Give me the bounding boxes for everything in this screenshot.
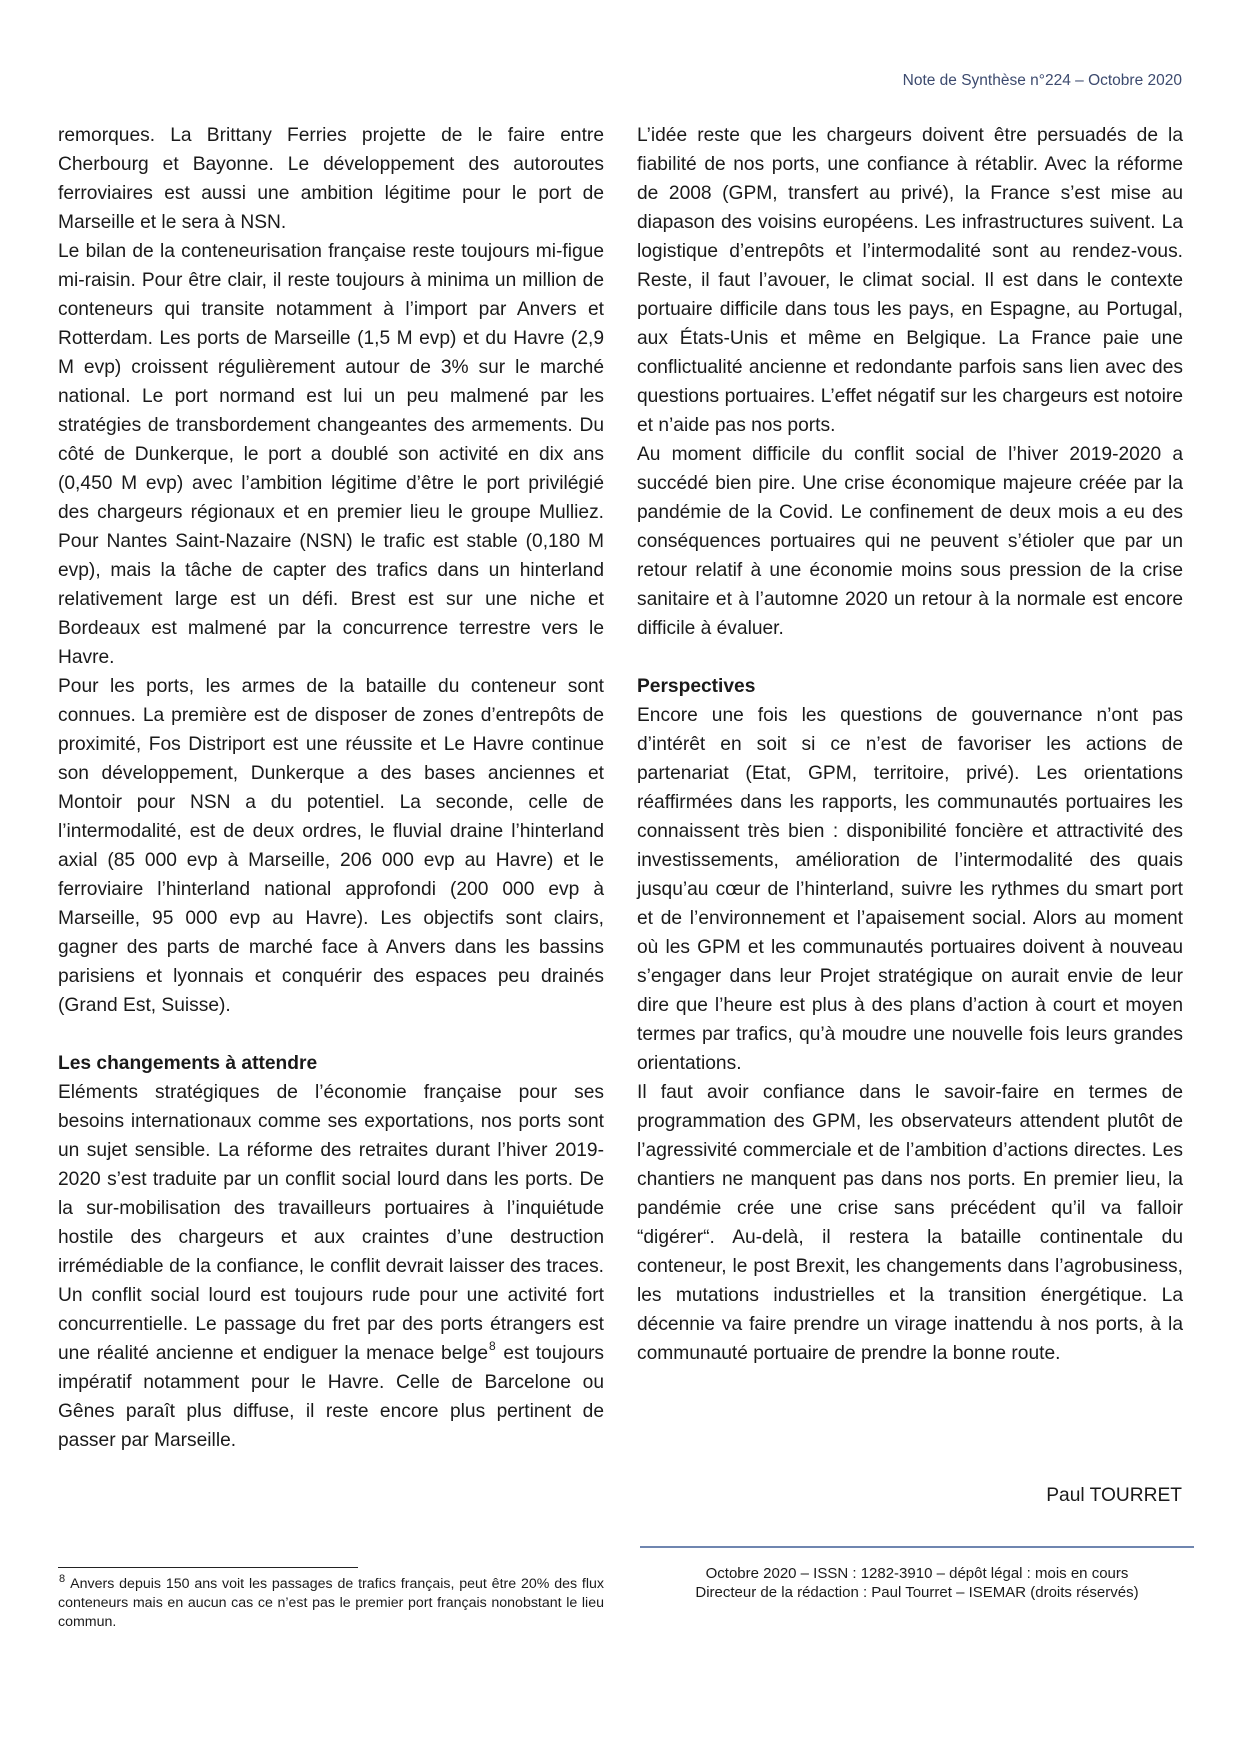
- paragraph: Le bilan de la conteneurisation française reste toujours mi-figue mi-raisin. Pour être clair, il reste toujours à minima un million de conteneurs qui transite notamment à l’import par Anvers et Rotterdam. Les ports de Marseille (1,5 M evp) et du Havre (2,9 M evp) croissent régulièrement autour de 3% sur le marché national. Le port normand est lui un peu malmené par les stratégies de transbordement changeantes des armements. Du côté de Dunkerque, le port a doublé son activité en dix ans (0,450 M evp) avec l’ambition légitime d’être le port privilégié des chargeurs régionaux et en premier lieu le groupe Mulliez. Pour Nantes Saint-Nazaire (NSN) le trafic est stable (0,180 M evp), mais la tâche de capter des trafics dans un hinterland relativement large est un défi. Brest est sur une niche et Bordeaux est malmené par la concurrence terrestre vers le Havre.: [58, 241, 604, 668]
- footnote: [58, 1575, 604, 1632]
- running-header: Note de Synthèse n°224 – Octobre 2020: [902, 72, 1182, 89]
- section-heading: Les changements à attendre: [58, 1053, 318, 1074]
- colophon-line: Directeur de la rédaction : Paul Tourret – ISEMAR (droits réservés): [695, 1584, 1139, 1601]
- paragraph: Au moment difficile du conflit social de l’hiver 2019-2020 a succédé bien pire. Une crise économique majeure créée par la pandémie de la Covid. Le confinement de deux mois a eu des conséquences portuaires qui ne peuvent s’étioler que par un retour relatif à une économie moins sous pression de la crise sanitaire et à l’automne 2020 un retour à la normale est encore difficile à évaluer.: [637, 444, 1183, 639]
- paragraph: Encore une fois les questions de gouvernance n’ont pas d’intérêt en soit si ce n’est de favoriser les actions de partenariat (Etat, GPM, territoire, privé). Les orientations réaffirmées dans les rapports, les communautés portuaires les connaissent très bien : disponibilité foncière et attractivité des investissements, amélioration de l’intermodalité des quais jusqu’au cœur de l’hinterland, suivre les rythmes du smart port et de l’environnement et l’apaisement social. Alors au moment où les GPM et les communautés portuaires doivent à nouveau s’engager dans leur Projet stratégique on aurait envie de leur dire que l’heure est plus à des plans d’action à court et moyen termes par trafics, qu’à moudre une nouvelle fois leurs grandes orientations.: [637, 705, 1183, 1074]
- footnote-separator: [58, 1567, 358, 1568]
- colophon: [637, 1564, 1197, 1602]
- paragraph-text: Eléments stratégiques de l’économie française pour ses besoins internationaux comme ses exportations, nos ports sont un sujet sensible. La réforme des retraites durant l’hiver 2019-2020 s’est traduite par un conflit social lourd dans les ports. De la sur-mobilisation des travailleurs portuaires à l’inquiétude hostile des chargeurs et aux craintes d’une destruction irrémédiable de la confiance, le conflit devrait laisser des traces. Un conflit social lourd est toujours rude pour une activité fort concurrentielle. Le passage du fret par des ports étrangers est une réalité ancienne et endiguer la menace belge: [58, 1082, 604, 1364]
- spacer: [58, 1020, 604, 1049]
- footnote-text: Anvers depuis 150 ans voit les passages de trafics français, peut être 20% des flux conteneurs mais en aucun cas ce n’est pas le premier port français nonobstant le lieu commun.: [58, 1576, 604, 1630]
- left-column: [58, 121, 604, 1455]
- colophon-line: Octobre 2020 – ISSN : 1282-3910 – dépôt légal : mois en cours: [705, 1565, 1129, 1582]
- author-signature: Paul TOURRET: [1046, 1485, 1182, 1506]
- colophon-separator: [640, 1546, 1194, 1548]
- spacer: [637, 643, 1183, 672]
- footnote-number: 8: [59, 1573, 66, 1585]
- paragraph: remorques. La Brittany Ferries projette de le faire entre Cherbourg et Bayonne. Le développement des autoroutes ferroviaires est aussi une ambition légitime pour le port de Marseille et le sera à NSN.: [58, 125, 604, 233]
- paragraph: Pour les ports, les armes de la bataille du conteneur sont connues. La première est de disposer de zones d’entrepôts de proximité, Fos Distriport est une réussite et Le Havre continue son développement, Dunkerque a des bases anciennes et Montoir pour NSN a du potentiel. La seconde, celle de l’intermodalité, est de deux ordres, le fluvial draine l’hinterland axial (85 000 evp à Marseille, 206 000 evp au Havre) et le ferroviaire l’hinterland national approfondi (200 000 evp à Marseille, 95 000 evp au Havre). Les objectifs sont clairs, gagner des parts de marché face à Anvers dans les bassins parisiens et lyonnais et conquérir des espaces peu drainés (Grand Est, Suisse).: [58, 676, 604, 1016]
- paragraph: Il faut avoir confiance dans le savoir-faire en termes de programmation des GPM, les observateurs attendent plutôt de l’agressivité commerciale et de l’ambition d’actions directes. Les chantiers ne manquent pas dans nos ports. En premier lieu, la pandémie crée une crise sans précédent qu’il va falloir “digérer“. Au-delà, il restera la bataille continentale du conteneur, le post Brexit, les changements dans l’agrobusiness, les mutations industrielles et la transition énergétique. La décennie va faire prendre un virage inattendu à nos ports, à la communauté portuaire de prendre la bonne route.: [637, 1082, 1183, 1364]
- paragraph: L’idée reste que les chargeurs doivent être persuadés de la fiabilité de nos ports, une confiance à rétablir. Avec la réforme de 2008 (GPM, transfert au privé), la France s’est mise au diapason des voisins européens. Les infrastructures suivent. La logistique d’entrepôts et l’intermodalité sont au rendez-vous. Reste, il faut l’avouer, le climat social. Il est dans le contexte portuaire difficile dans tous les pays, en Espagne, au Portugal, aux États-Unis et même en Belgique. La France paie une conflictualité ancienne et redondante parfois sans lien avec des questions portuaires. L’effet négatif sur les chargeurs est notoire et n’aide pas nos ports.: [637, 125, 1183, 436]
- section-heading: Perspectives: [637, 676, 756, 697]
- right-column: [637, 121, 1183, 1368]
- paragraph-text: est toujours impératif notamment pour le Havre. Celle de Barcelone ou Gênes paraît plus diffuse, il reste encore plus pertinent de passer par Marseille.: [58, 1343, 604, 1451]
- footnote-reference[interactable]: 8: [489, 1339, 496, 1353]
- paragraph: [58, 1078, 604, 1455]
